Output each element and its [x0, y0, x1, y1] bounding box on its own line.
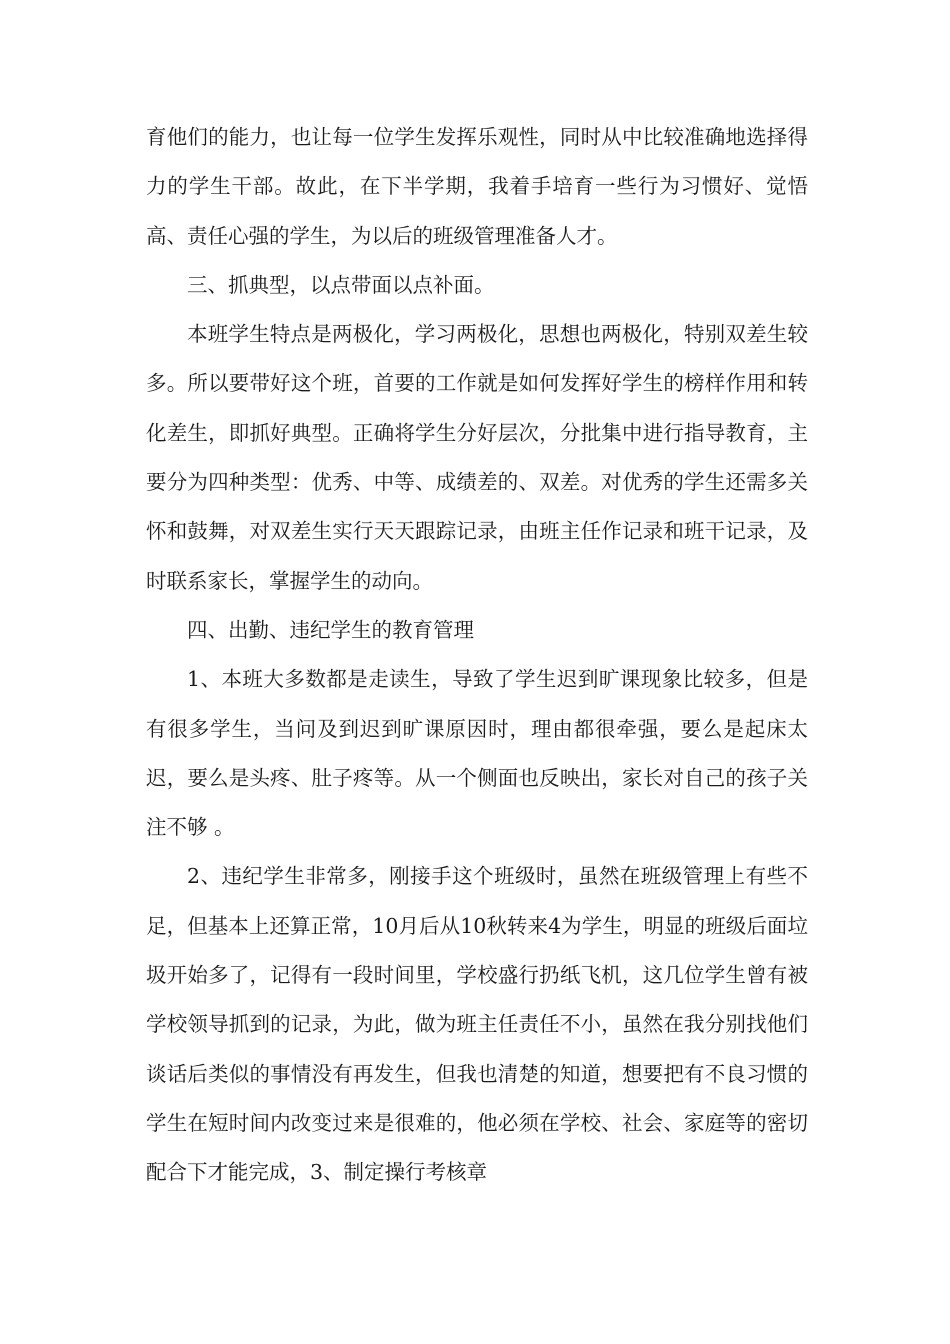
- paragraph-discipline: 2、违纪学生非常多，刚接手这个班级时，虽然在班级管理上有些不足，但基本上还算正常，10月后从10秋转来4为学生，明显的班级后面垃圾开始多了，记得有一段时间里，学校盛行扔纸飞机，这几位学生曾有被学校领导抓到的记录，为此，做为班主任责任不小，虽然在我分别找他们谈话后类似的事情没有再发生，但我也清楚的知道，想要把有不良习惯的学生在短时间内改变过来是很难的，他必须在学校、社会、家庭等的密切配合下才能完成，3、制定操行考核章: [146, 864, 808, 1185]
- body-text: [146, 113, 808, 1198]
- section-heading-four: 四、出勤、违纪学生的教育管理: [187, 617, 474, 642]
- paragraph-attendance: 1、本班大多数都是走读生，导致了学生迟到旷课现象比较多，但是有很多学生，当问及到迟到旷课原因时，理由都很牵强，要么是起床太迟，要么是头疼、肚子疼等。从一个侧面也反映出，家长对自己的孩子关注不够 。: [146, 667, 808, 840]
- section-heading-three: 三、抓典型，以点带面以点补面。: [187, 272, 495, 297]
- paragraph-continuation: 育他们的能力，也让每一位学生发挥乐观性，同时从中比较准确地选择得力的学生干部。故此，在下半学期，我着手培育一些行为习惯好、觉悟高、责任心强的学生，为以后的班级管理准备人才。: [146, 125, 808, 248]
- paragraph-typical-students: 本班学生特点是两极化，学习两极化，思想也两极化，特别双差生较多。所以要带好这个班，首要的工作就是如何发挥好学生的榜样作用和转化差生，即抓好典型。正确将学生分好层次，分批集中进行指导教育，主要分为四种类型：优秀、中等、成绩差的、双差。对优秀的学生还需多关怀和鼓舞，对双差生实行天天跟踪记录，由班主任作记录和班干记录，及时联系家长，掌握学生的动向。: [146, 322, 808, 593]
